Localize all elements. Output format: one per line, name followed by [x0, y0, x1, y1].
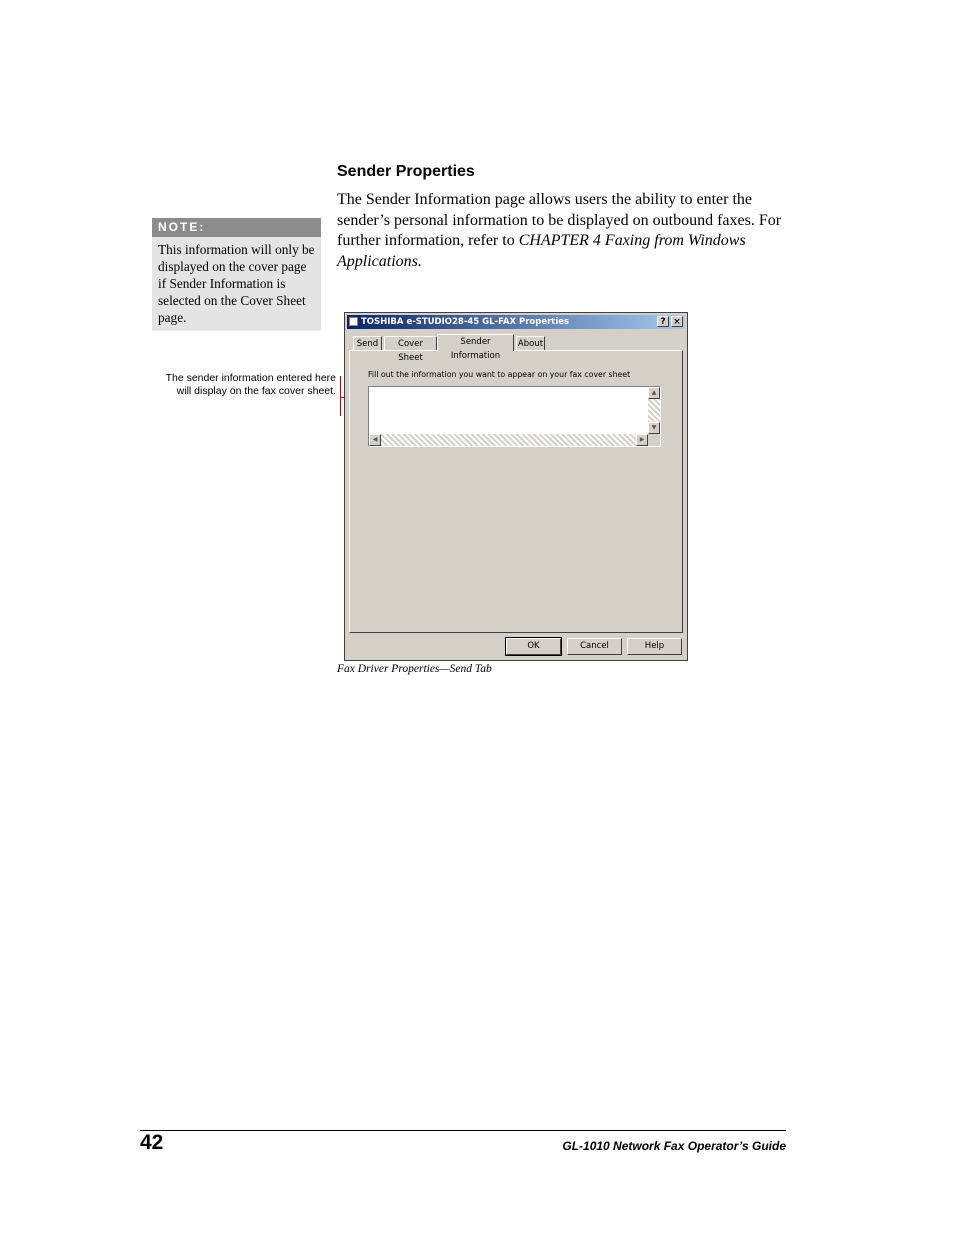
tab-panel: [349, 350, 683, 633]
callout-text: The sender information entered here will display on the fax cover sheet.: [165, 372, 336, 397]
tab-about[interactable]: About: [516, 336, 545, 350]
intro-text: The Sender Information page allows users the ability to enter the sender’s personal information to be displayed on outbound faxes. For further information, refer to: [337, 191, 782, 249]
intro-paragraph: [337, 190, 787, 272]
tab-cover-sheet[interactable]: Cover Sheet: [384, 336, 437, 350]
cancel-button[interactable]: Cancel: [567, 638, 622, 655]
ok-button[interactable]: OK: [506, 638, 561, 655]
help-button[interactable]: Help: [627, 638, 682, 655]
scroll-right-icon[interactable]: ▶: [636, 434, 648, 446]
guide-title: GL-1010 Network Fax Operator’s Guide: [562, 1139, 786, 1153]
chapter-reference: CHAPTER 4 Faxing from Windows Applications.: [337, 232, 746, 270]
scroll-down-icon[interactable]: ▼: [648, 422, 660, 434]
help-icon[interactable]: ?: [657, 316, 669, 327]
close-icon[interactable]: ×: [671, 316, 683, 327]
note-label: NOTE:: [152, 218, 321, 237]
field-label: Fill out the information you want to appear on your fax cover sheet: [368, 370, 631, 379]
dialog-titlebar[interactable]: [347, 315, 685, 329]
scrollbar-corner: [648, 434, 660, 446]
footer-rule: [140, 1130, 786, 1131]
scroll-left-icon[interactable]: ◀: [369, 434, 381, 446]
note-box: [152, 218, 321, 331]
note-body: This information will only be displayed on the cover page if Sender Information is selected on the Cover Sheet page.: [158, 242, 315, 325]
vertical-scrollbar[interactable]: [648, 387, 660, 434]
tab-send[interactable]: Send: [353, 336, 382, 350]
tab-sender-information[interactable]: Sender Information: [437, 334, 514, 351]
printer-icon: [349, 317, 358, 326]
figure-caption: Fax Driver Properties—Send Tab: [337, 663, 492, 675]
dialog-title: TOSHIBA e-STUDIO28-45 GL-FAX Properties: [361, 317, 570, 327]
section-heading: Sender Properties: [337, 163, 475, 180]
scroll-up-icon[interactable]: ▲: [648, 387, 660, 399]
callout-bracket: [340, 376, 341, 416]
sender-info-textarea[interactable]: [368, 386, 661, 447]
fax-properties-dialog: [344, 312, 688, 661]
horizontal-scrollbar[interactable]: [369, 434, 648, 446]
page-number: 42: [140, 1131, 164, 1154]
